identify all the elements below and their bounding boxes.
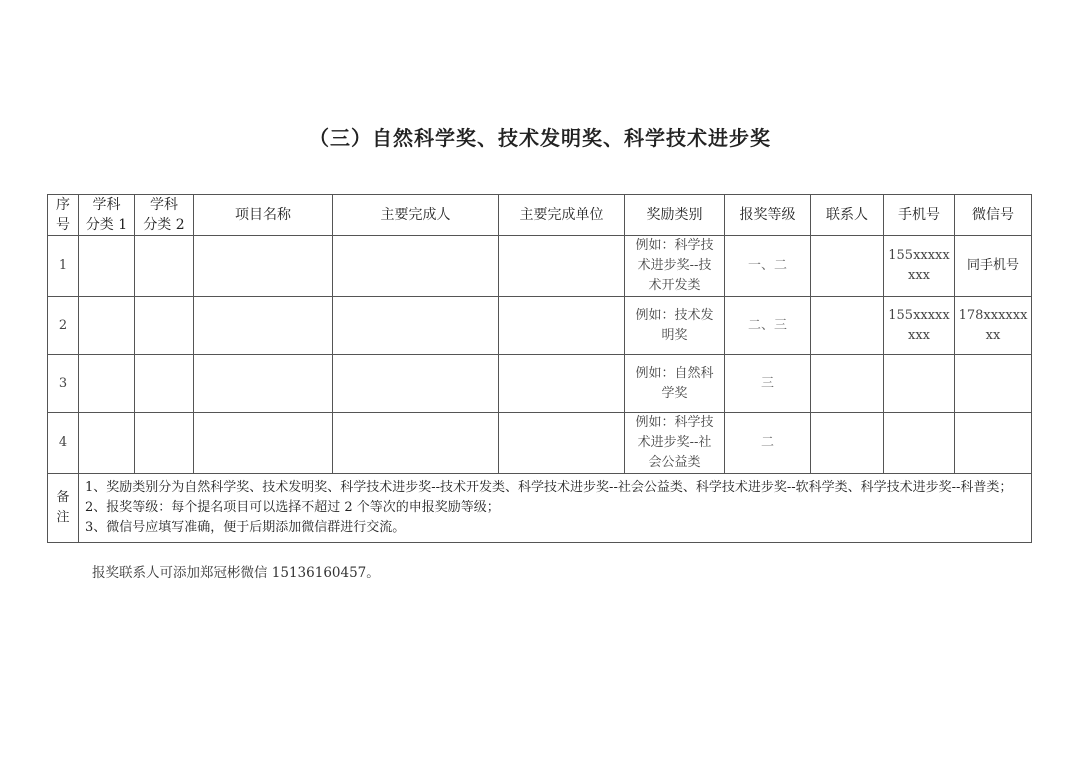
cell-contact xyxy=(811,413,884,474)
cell-category-2 xyxy=(135,413,194,474)
cell-level: 三 xyxy=(725,355,811,413)
header-wechat: 微信号 xyxy=(955,195,1032,236)
cell-contact xyxy=(811,355,884,413)
header-category-1: 学科 分类 1 xyxy=(79,195,135,236)
cell-wechat xyxy=(955,413,1032,474)
cell-unit xyxy=(499,355,625,413)
cell-wechat: 178xxxxxx xx xyxy=(955,297,1032,355)
header-level: 报奖等级 xyxy=(725,195,811,236)
cell-seq: 3 xyxy=(48,355,79,413)
cell-unit xyxy=(499,413,625,474)
cell-project xyxy=(194,297,333,355)
cell-phone: 155xxxxx xxx xyxy=(884,297,955,355)
cell-people xyxy=(333,413,499,474)
page-title: （三）自然科学奖、技术发明奖、科学技术进步奖 xyxy=(309,126,771,150)
cell-phone xyxy=(884,355,955,413)
cell-category-1 xyxy=(79,413,135,474)
table-row xyxy=(48,297,1032,355)
header-award-type: 奖励类别 xyxy=(625,195,725,236)
header-unit: 主要完成单位 xyxy=(499,195,625,236)
header-row xyxy=(48,195,1032,236)
cell-wechat: 同手机号 xyxy=(955,236,1032,297)
cell-category-1 xyxy=(79,297,135,355)
table-row xyxy=(48,413,1032,474)
table-row xyxy=(48,236,1032,297)
cell-project xyxy=(194,413,333,474)
cell-people xyxy=(333,236,499,297)
header-phone: 手机号 xyxy=(884,195,955,236)
cell-wechat xyxy=(955,355,1032,413)
cell-people xyxy=(333,355,499,413)
cell-project xyxy=(194,355,333,413)
cell-category-2 xyxy=(135,355,194,413)
cell-category-2 xyxy=(135,236,194,297)
cell-award-type: 例如：技术发 明奖 xyxy=(625,297,725,355)
cell-award-type: 例如：自然科 学奖 xyxy=(625,355,725,413)
cell-unit xyxy=(499,297,625,355)
cell-category-2 xyxy=(135,297,194,355)
cell-category-1 xyxy=(79,355,135,413)
cell-level: 二、三 xyxy=(725,297,811,355)
cell-contact xyxy=(811,297,884,355)
cell-category-1 xyxy=(79,236,135,297)
header-project: 项目名称 xyxy=(194,195,333,236)
notes-row xyxy=(48,474,1032,543)
cell-award-type: 例如：科学技 术进步奖--技 术开发类 xyxy=(625,236,725,297)
cell-seq: 1 xyxy=(48,236,79,297)
note-line: 3、微信号应填写准确，便于后期添加微信群进行交流。 xyxy=(85,520,406,535)
header-seq: 序 号 xyxy=(48,195,79,236)
cell-unit xyxy=(499,236,625,297)
table-row xyxy=(48,355,1032,413)
header-contact: 联系人 xyxy=(811,195,884,236)
note-line: 1、奖励类别分为自然科学奖、技术发明奖、科学技术进步奖--技术开发类、科学技术进步奖--社会公益类、科学技术进步奖--软科学类、科学技术进步奖--科普类； xyxy=(85,480,1013,495)
cell-phone: 155xxxxx xxx xyxy=(884,236,955,297)
cell-phone xyxy=(884,413,955,474)
notes-label: 备 注 xyxy=(48,474,79,543)
notes-content xyxy=(79,474,1032,543)
award-table xyxy=(47,194,1032,543)
cell-seq: 4 xyxy=(48,413,79,474)
cell-project xyxy=(194,236,333,297)
header-category-2: 学科 分类 2 xyxy=(135,195,194,236)
cell-seq: 2 xyxy=(48,297,79,355)
footer-contact-note: 报奖联系人可添加郑冠彬微信 15136160457。 xyxy=(92,565,380,581)
header-people: 主要完成人 xyxy=(333,195,499,236)
cell-award-type: 例如：科学技 术进步奖--社 会公益类 xyxy=(625,413,725,474)
cell-contact xyxy=(811,236,884,297)
cell-level: 一、二 xyxy=(725,236,811,297)
note-line: 2、报奖等级：每个提名项目可以选择不超过 2 个等次的申报奖励等级； xyxy=(85,500,500,515)
cell-people xyxy=(333,297,499,355)
cell-level: 二 xyxy=(725,413,811,474)
